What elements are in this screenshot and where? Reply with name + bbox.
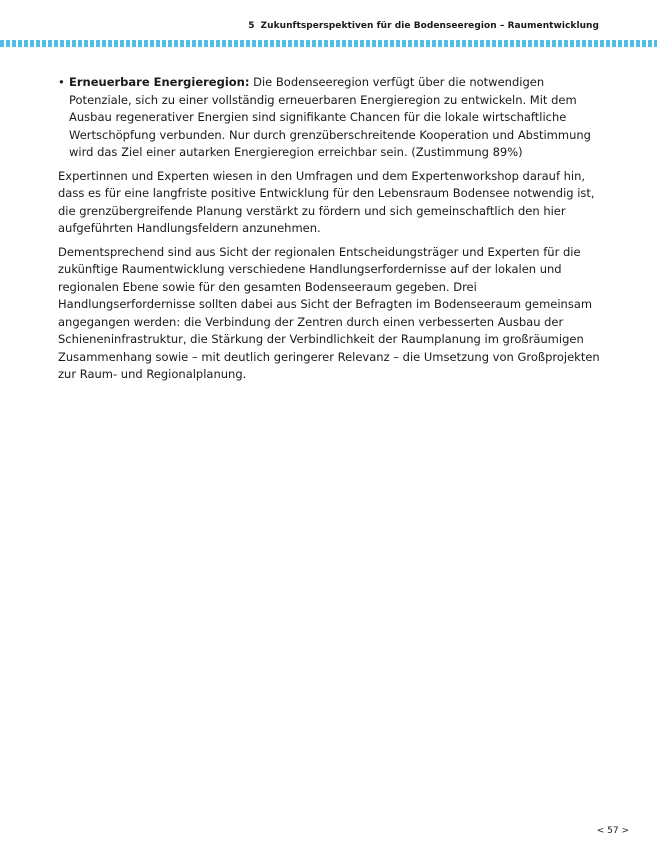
header-divider — [0, 40, 657, 47]
paragraph: Expertinnen und Experten wiesen in den Umfragen und dem Expertenworkshop darauf hin, dass es für eine langfriste positive Entwicklung für den Lebensraum Bodensee notwendig ist, die grenzübergreifende Planung verstärkt zu fördern und sich gemeinschaftlich den hier aufgeführten Handlungsfeldern anzunehmen. — [58, 168, 595, 235]
bullet-text: Die Bodenseeregion verfügt über die notwendigen Potenziale, sich zu einer vollständig erneuerbaren Energieregion zu entwickeln. Mit dem Ausbau regenerativer Energien sind signifikante Chancen für die lokale wirtschaftliche Wertschöpfung verbunden. Nur durch grenzüberschreitende Kooperation und Abstimmung wird das Ziel einer autarken Energieregion erreichbar sein. (Zustimmung 89%) — [69, 75, 591, 159]
page-number: < 57 > — [596, 826, 629, 836]
bullet-icon: • — [58, 75, 65, 89]
running-header — [248, 21, 599, 31]
bullet-term: Erneuerbare Energieregion: — [69, 75, 250, 89]
paragraph: Dementsprechend sind aus Sicht der regionalen Entscheidungsträger und Experten für die zukünftige Raumentwicklung verschiedene Handlungserfordernisse auf der lokalen und regionalen Ebene sowie für den gesamten Bodenseeraum gegeben. Drei Handlungserfordernisse sollten dabei aus Sicht der Befragten im Bodenseeraum gemeinsam angegangen werden: die Verbindung der Zentren durch einen verbesserten Ausbau der Schieneninfrastruktur, die Stärkung der Verbindlichkeit der Raumplanung im großräumigen Zusammenhang sowie – mit deutlich geringerer Relevanz – die Umsetzung von Großprojekten zur Raum- und Regionalplanung. — [58, 244, 600, 381]
bullet-item — [58, 74, 610, 162]
chapter-title: Zukunftsperspektiven für die Bodenseeregion – Raumentwicklung — [260, 21, 599, 31]
chapter-number: 5 — [248, 21, 255, 31]
body-text — [58, 74, 610, 390]
